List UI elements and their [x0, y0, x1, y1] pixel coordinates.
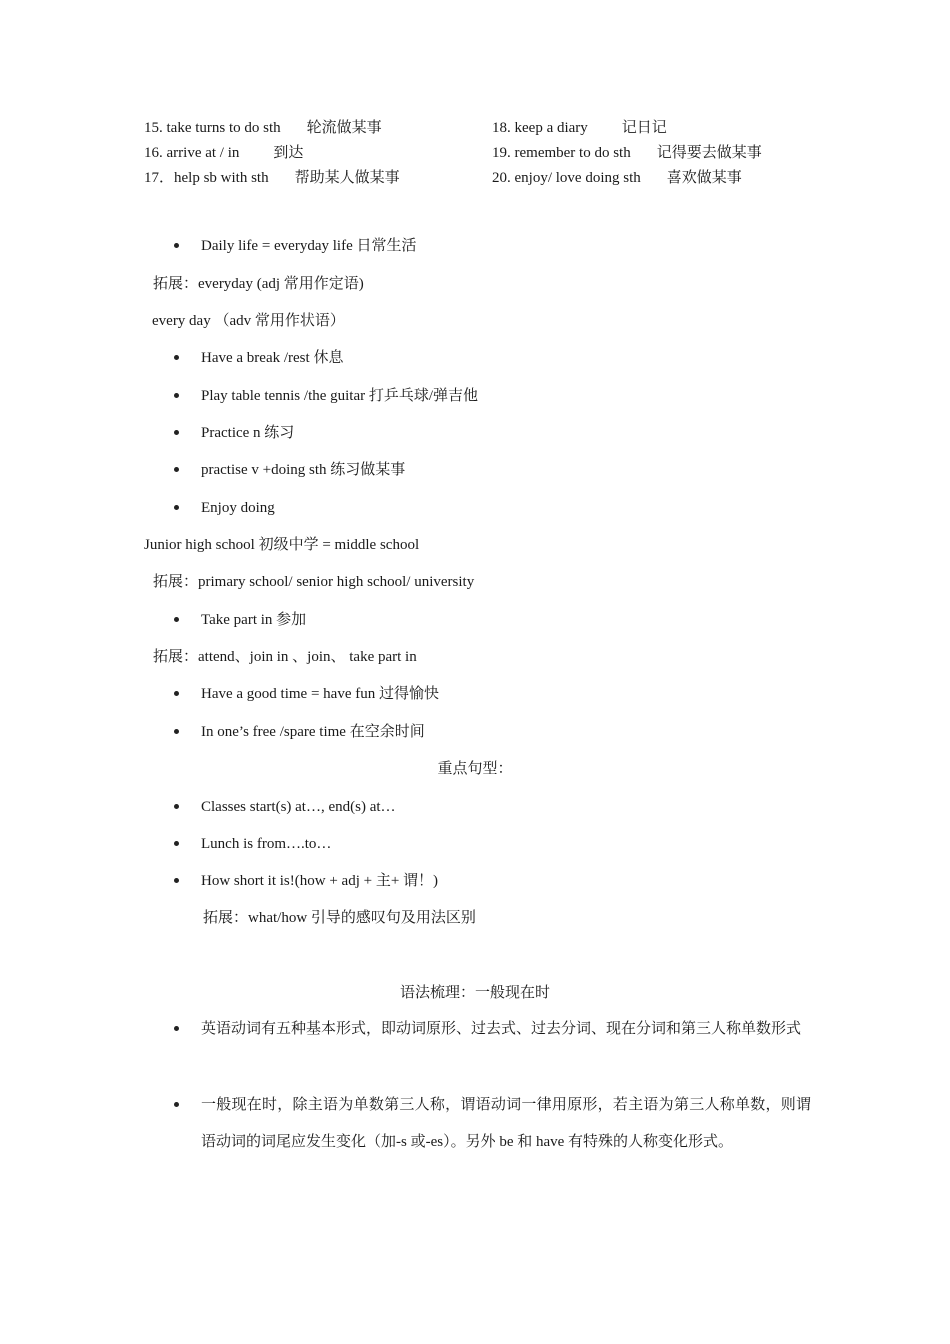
phrase-item — [492, 143, 762, 163]
phrase-chinese: 轮流做某事 — [306, 120, 382, 136]
phrase-item — [144, 118, 382, 138]
phrase-english: 15. take turns to do sth — [144, 120, 281, 136]
note-item: Have a break /rest 休息 — [201, 350, 344, 366]
note-item: In one’s free /spare time 在空余时间 — [201, 724, 425, 740]
extension-note: 拓展：primary school/ senior high school/ university — [153, 574, 475, 590]
bullet-icon — [174, 467, 179, 472]
phrase-english: 17．help sb with sth — [144, 170, 269, 186]
sentence-item: How short it is!(how + adj + 主+ 谓！) — [201, 873, 439, 889]
bullet-icon — [174, 1026, 179, 1031]
phrase-item — [144, 168, 400, 188]
section-heading: 重点句型： — [437, 761, 513, 777]
bullet-icon — [174, 617, 179, 622]
phrase-chinese: 喜欢做某事 — [666, 170, 742, 186]
phrase-chinese: 记日记 — [621, 120, 667, 136]
phrase-item — [492, 118, 667, 138]
sentence-item: Lunch is from….to… — [201, 836, 332, 852]
bullet-icon — [174, 243, 179, 248]
note-item: Enjoy doing — [201, 500, 275, 516]
note-item: Daily life = everyday life 日常生活 — [201, 238, 417, 254]
phrase-english: 16. arrive at / in — [144, 145, 240, 161]
grammar-paragraph: 英语动词有五种基本形式，即动词原形、过去式、过去分词、现在分词和第三人称单数形式 — [201, 1021, 802, 1037]
phrase-item — [492, 168, 742, 188]
phrase-item — [144, 143, 303, 163]
bullet-icon — [174, 729, 179, 734]
note-item: Have a good time = have fun 过得愉快 — [201, 686, 439, 702]
phrase-english: 18. keep a diary — [492, 120, 588, 136]
note-item: Practice n 练习 — [201, 425, 295, 441]
bullet-icon — [174, 1102, 179, 1107]
bullet-icon — [174, 878, 179, 883]
note-line: Junior high school 初级中学 = middle school — [144, 537, 420, 553]
extension-note: 拓展：everyday (adj 常用作定语) — [153, 276, 364, 292]
phrase-chinese: 记得要去做某事 — [656, 145, 762, 161]
note-item: Play table tennis /the guitar 打乒乓球/弹吉他 — [201, 388, 479, 404]
bullet-icon — [174, 393, 179, 398]
phrase-chinese: 帮助某人做某事 — [294, 170, 400, 186]
bullet-icon — [174, 804, 179, 809]
extension-note: every day （adv 常用作状语） — [152, 313, 345, 329]
bullet-icon — [174, 841, 179, 846]
bullet-icon — [174, 691, 179, 696]
sentence-item: Classes start(s) at…, end(s) at… — [201, 799, 396, 815]
note-item: practise v +doing sth 练习做某事 — [201, 462, 406, 478]
bullet-icon — [174, 355, 179, 360]
grammar-paragraph: 一般现在时，除主语为单数第三人称，谓语动词一律用原形，若主语为第三人称单数，则谓语动词的词尾应发生变化（加-s 或-es）。另外 be 和 have 有特殊的人称变化形式。 — [201, 1097, 811, 1150]
phrase-chinese: 到达 — [273, 145, 304, 161]
bullet-icon — [174, 505, 179, 510]
phrase-english: 19. remember to do sth — [492, 145, 631, 161]
note-item: Take part in 参加 — [201, 612, 307, 628]
phrase-english: 20. enjoy/ love doing sth — [492, 170, 641, 186]
section-heading: 语法梳理：一般现在时 — [399, 985, 550, 1001]
extension-note: 拓展：what/how 引导的感叹句及用法区别 — [203, 910, 476, 926]
bullet-icon — [174, 430, 179, 435]
extension-note: 拓展：attend、join in 、join、 take part in — [153, 649, 417, 665]
